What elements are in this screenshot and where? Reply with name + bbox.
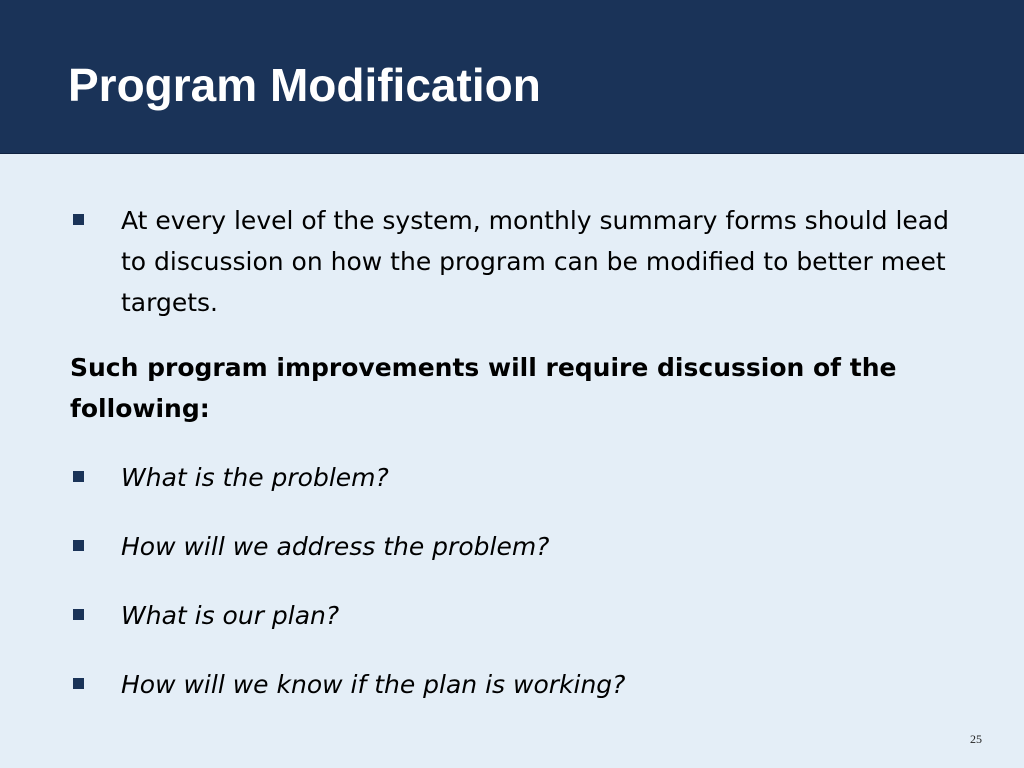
page-number: 25: [970, 732, 982, 746]
question-bullet: [70, 664, 970, 705]
question-text: What is our plan?: [121, 601, 340, 630]
lead-text: Such program improvements will require discussion of the following:: [70, 353, 897, 423]
intro-bullet-text: At every level of the system, monthly summary forms should lead to discussion on how the program can be modified to better meet targets.: [121, 206, 949, 317]
question-text: What is the problem?: [121, 463, 389, 492]
square-bullet-icon: [73, 678, 84, 689]
square-bullet-icon: [73, 609, 84, 620]
question-bullet: [70, 526, 970, 567]
intro-bullet: [70, 200, 970, 323]
square-bullet-icon: [73, 214, 84, 225]
title-bar: [0, 0, 1024, 154]
question-text: How will we address the problem?: [121, 532, 550, 561]
slide-content: [70, 200, 970, 733]
question-bullet: [70, 457, 970, 498]
slide-title: Program Modification: [68, 59, 541, 111]
square-bullet-icon: [73, 540, 84, 551]
square-bullet-icon: [73, 471, 84, 482]
question-text: How will we know if the plan is working?: [121, 670, 626, 699]
question-bullet: [70, 595, 970, 636]
